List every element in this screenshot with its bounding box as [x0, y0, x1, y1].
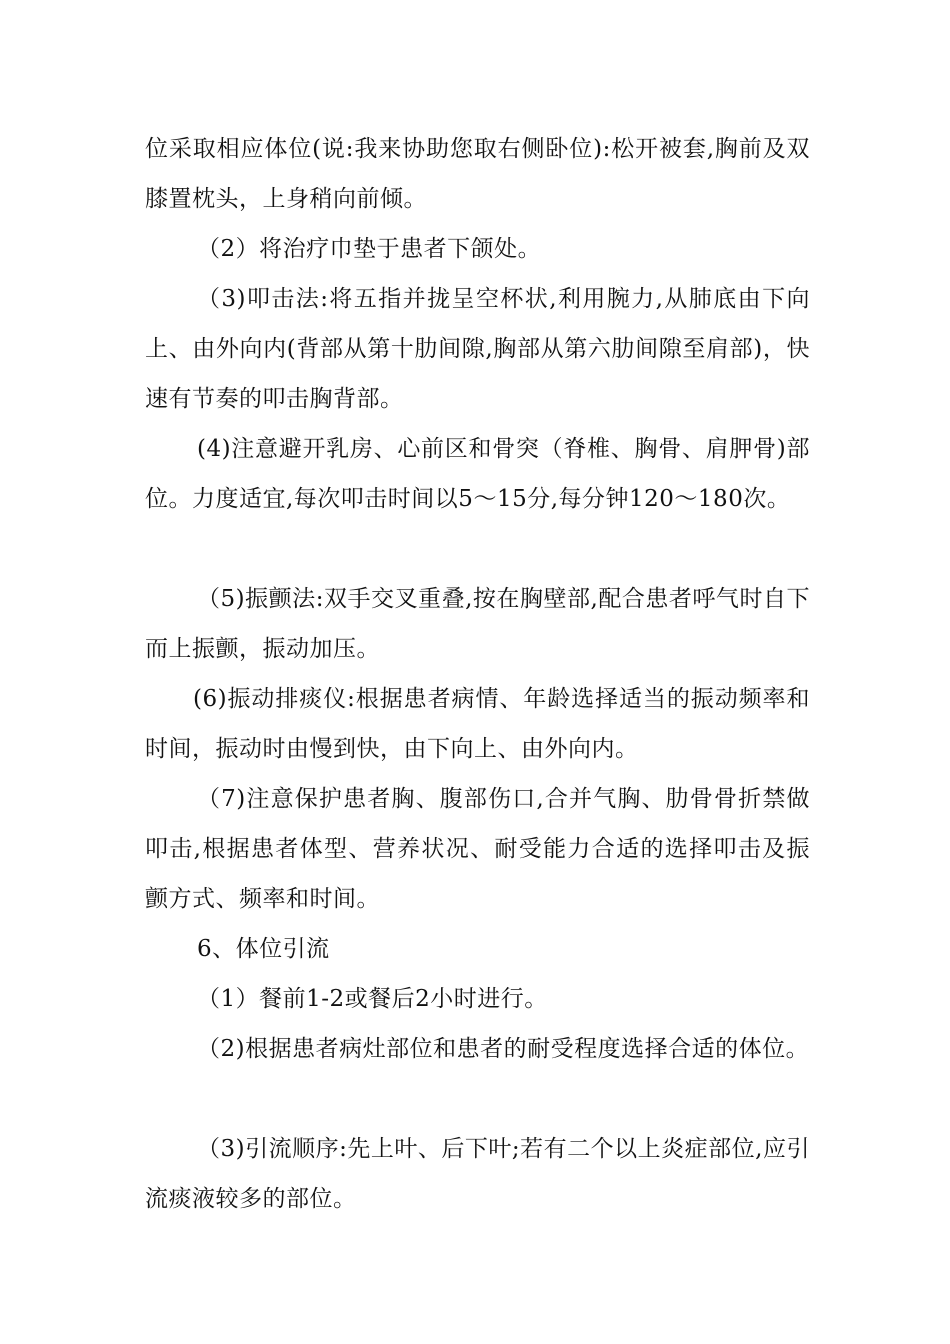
drainage-item-1: （1）餐前1-2或餐后2小时进行。 [197, 986, 548, 1012]
paragraph-item-3: （3)叩击法:将五指并拢呈空杯状,利用腕力,从肺底由下向上、由外向内(背部从第十肋间隙,胸部从第六肋间隙至肩部)，快速有节奏的叩击胸背部。 [145, 286, 810, 412]
drainage-item-2: （2)根据患者病灶部位和患者的耐受程度选择合适的体位。 [197, 1036, 810, 1062]
paragraph-item-6: (6)振动排痰仪:根据患者病情、年龄选择适当的振动频率和时间，振动时由慢到快，由下向上、由外向内。 [145, 686, 810, 762]
paragraph-item-2: （2）将治疗巾垫于患者下颌处。 [197, 236, 542, 262]
section-heading-postural-drainage: 6、体位引流 [197, 936, 330, 962]
paragraph-item-5: （5)振颤法:双手交叉重叠,按在胸壁部,配合患者呼气时自下而上振颤，振动加压。 [145, 586, 810, 662]
paragraph-position-continuation: 位采取相应体位(说:我来协助您取右侧卧位):松开被套,胸前及双膝置枕头，上身稍向前倾。 [145, 136, 810, 212]
paragraph-item-7: （7)注意保护患者胸、腹部伤口,合并气胸、肋骨骨折禁做叩击,根据患者体型、营养状况、耐受能力合适的选择叩击及振颤方式、频率和时间。 [145, 786, 810, 912]
drainage-item-3: （3)引流顺序:先上叶、后下叶;若有二个以上炎症部位,应引流痰液较多的部位。 [145, 1136, 810, 1212]
paragraph-item-4: (4)注意避开乳房、心前区和骨突（脊椎、胸骨、肩胛骨)部位。力度适宜,每次叩击时间以5～15分,每分钟120～180次。 [145, 436, 810, 512]
